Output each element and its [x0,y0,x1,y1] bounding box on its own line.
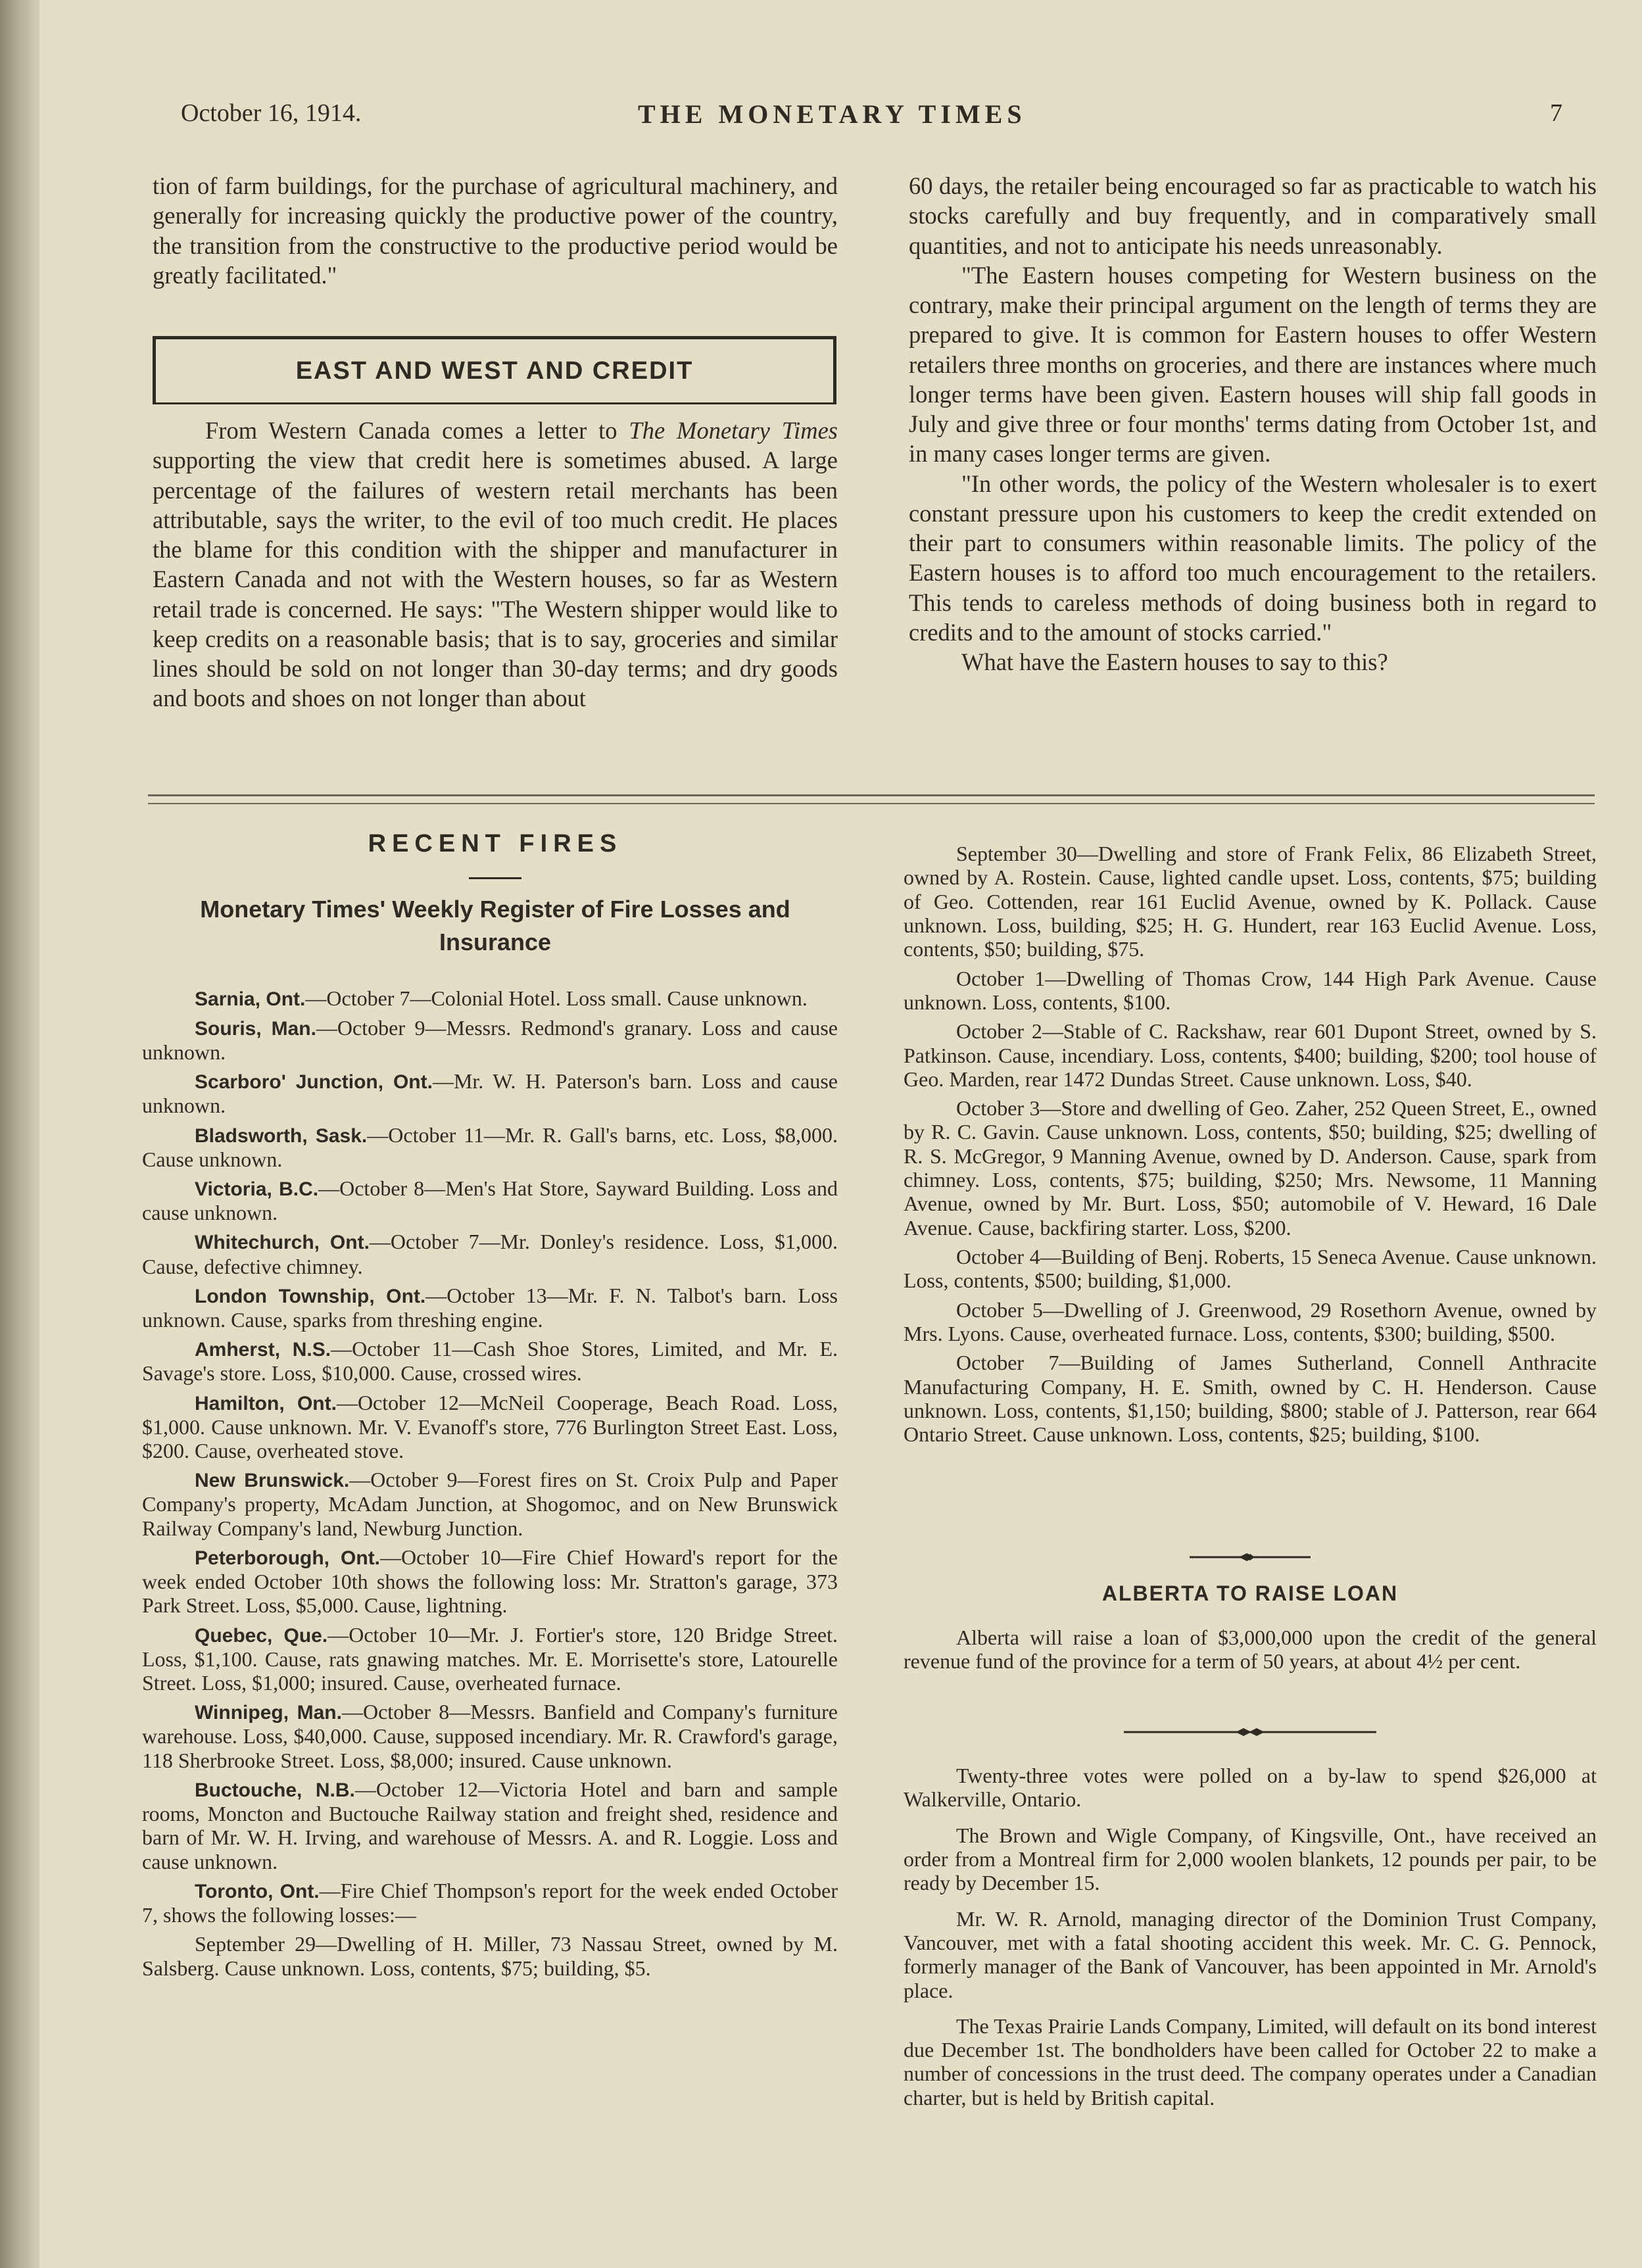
fire-entry [142,1879,838,1927]
heading-rule [469,877,521,879]
alberta-heading: ALBERTA TO RAISE LOAN [1101,1581,1399,1605]
fire-location: Toronto, Ont. [195,1880,320,1902]
toronto-item: October 1—Dwelling of Thomas Crow, 144 High Park Avenue. Cause unknown. Loss, contents, $100. [904,966,1597,1014]
fire-register-continued [904,842,1597,1452]
fire-details: —October 10—Fire Chief Howard's report for the week ended October 10th shows the following loss: Mr. Stratton's garage, 373 Park Street. Loss, $5,000. Cause, lightning. [142,1545,838,1618]
fire-details: —October 8—Messrs. Banfield and Company's furniture warehouse. Loss, $40,000. Cause, supposed incendiary. Mr. R. Crawford's garage, 118 Sherbrooke Street. Loss, $8,000; insured. Cause unknown. [142,1700,838,1772]
fire-entry [142,1230,838,1278]
fire-location: Sarnia, Ont. [195,988,306,1010]
issue-date: October 16, 1914. [181,99,362,127]
fire-details: —Mr. W. H. Paterson's barn. Loss and cause unknown. [142,1069,838,1118]
east-west-paragraph-4: What have the Eastern houses to say to this? [961,648,1388,675]
fire-entry [142,1123,838,1171]
toronto-item: October 2—Stable of C. Rackshaw, rear 601 Dupont Street, owned by S. Patkinson. Cause, incendiary. Loss, contents, $400; building, $200; tool house of Geo. Marden, rear 1472 Dundas Street. Cause unknown. Loss, $40. [904,1019,1597,1091]
fire-location: Buctouche, N.B. [195,1779,355,1801]
alberta-paragraph: Alberta will raise a loan of $3,000,000 upon the credit of the general revenue fund of the province for a term of 50 years, at about 4½ per cent. [904,1626,1597,1674]
page-number: 7 [1550,99,1562,127]
page-binding [0,0,39,2268]
fire-location: Bladsworth, Sask. [195,1124,368,1147]
fire-details: —October 7—Colonial Hotel. Loss small. Cause unknown. [305,986,808,1010]
fire-location: Peterborough, Ont. [195,1547,381,1569]
fire-location: London Township, Ont. [195,1285,426,1307]
fire-entry [142,1337,838,1385]
fire-location: Souris, Man. [195,1018,316,1040]
toronto-item: September 30—Dwelling and store of Frank Felix, 86 Elizabeth Street, owned by A. Rostein. Cause, lighted candle upset. Loss, contents, $75; building of Geo. Cottenden, rear 161 Euclid Avenue, owned by K. Pollack. Cause unknown. Loss, building, $25; H. G. Hundert, rear 163 Euclid Avenue. Loss, contents, $50; building, $75. [904,842,1597,961]
ornament-divider [904,1725,1597,1739]
fire-details: —October 9—Messrs. Redmond's granary. Loss and cause unknown. [142,1016,838,1065]
fire-location: New Brunswick. [195,1470,350,1492]
recent-fires-heading: RECENT FIRES [368,830,623,857]
fire-details: —October 8—Men's Hat Store, Sayward Building. Loss and cause unknown. [142,1176,838,1225]
fire-entry [142,1777,838,1873]
fire-details: —October 12—McNeil Cooperage, Beach Road. Loss, $1,000. Cause unknown. Mr. V. Evanoff's store, 776 Burlington Street East. Loss, $200. Cause, overheated stove. [142,1390,838,1462]
fire-entry [142,1016,838,1064]
fire-details: —Fire Chief Thompson's report for the week ended October 7, shows the following losses:— [142,1878,838,1927]
fire-entry [142,1069,838,1117]
east-west-article-right [909,171,1597,677]
fire-details: —October 7—Mr. Donley's residence. Loss, $1,000. Cause, defective chimney. [142,1230,838,1278]
news-brief: The Brown and Wigle Company, of Kingsville, Ont., have received an order from a Montreal firm for 2,000 woolen blankets, 12 pounds per pair, to be ready by December 15. [904,1823,1597,1895]
fire-entry [142,1391,838,1463]
east-west-paragraph-1-continued: 60 days, the retailer being encouraged so far as practicable to watch his stocks carefully and buy frequently, and in comparatively small quantities, and not to anticipate his needs unreasonably. [909,172,1597,259]
fire-entry [142,1176,838,1224]
fire-entry [142,1545,838,1618]
fire-location: Winnipeg, Man. [195,1702,342,1724]
fire-entry [142,986,838,1011]
publication-name: The Monetary Times [629,417,838,444]
section-divider [148,794,1595,804]
news-briefs [904,1764,1597,2121]
toronto-item: October 3—Store and dwelling of Geo. Zaher, 252 Queen Street, E., owned by R. C. Gavin. Cause unknown. Loss, contents, $50; building, $25; dwelling of R. S. McGregor, 9 Manning Avenue, owned by D. Anderson. Cause, spark from chimney. Loss, contents, $75; building, $250; Mrs. Newsome, 11 Manning Avenue, owned by Mr. Burt. Loss, $50; automobile of V. Heward, 16 Dale Avenue. Cause, backfiring starter. Loss, $200. [904,1096,1597,1240]
fire-location: Victoria, B.C. [195,1178,319,1201]
fire-location: Scarboro' Junction, Ont. [195,1071,433,1094]
fire-details: —October 11—Mr. R. Gall's barns, etc. Loss, $8,000. Cause unknown. [142,1122,838,1171]
fire-location: Hamilton, Ont. [195,1392,337,1414]
fire-entry [142,1468,838,1540]
fire-register-list [142,986,838,1985]
east-west-paragraph-1 [153,416,838,713]
fire-location: Whitechurch, Ont. [195,1232,370,1254]
fire-details: —October 13—Mr. F. N. Talbot's barn. Loss unknown. Cause, sparks from threshing engine. [142,1283,838,1332]
continued-article [153,171,838,290]
toronto-item: October 5—Dwelling of J. Greenwood, 29 Rosethorn Avenue, owned by Mrs. Lyons. Cause, overheated furnace. Loss, contents, $300; building, $500. [904,1297,1597,1345]
recent-fires-subheading: Monetary Times' Weekly Register of Fire Losses and Insurance [200,896,790,956]
fire-details: —October 10—Mr. J. Fortier's store, 120 Bridge Street. Loss, $1,100. Cause, rats gnawing matches. Mr. E. Morrisette's store, Latourelle Street. Loss, $1,000; insured. Cause, overheated furnace. [142,1622,838,1695]
east-west-heading-box [153,336,836,404]
p1-text-after: supporting the view that credit here is sometimes abused. A large percentage of the failures of western retail merchants has been attributable, says the writer, to the evil of too much credit. He places the blame for this condition with the shipper and manufacturer in Eastern Canada and not with the Western houses, so far as Western retail trade is concerned. He says: "The Western shipper would like to keep credits on a reasonable basis; that is to say, groceries and similar lines should be sold on not longer than 30-day terms; and dry goods and boots and shoes on not longer than about [153,446,838,712]
fire-location: Quebec, Que. [195,1624,328,1647]
news-brief: Twenty-three votes were polled on a by-law to spend $26,000 at Walkerville, Ontario. [904,1764,1597,1812]
toronto-item: October 7—Building of James Sutherland, Connell Anthracite Manufacturing Company, H. E. Smith, owned by C. H. Henderson. Cause unknown. Loss, contents, $1,150; building, $800; stable of J. Patterson, rear 664 Ontario Street. Cause unknown. Loss, contents, $25; building, $100. [904,1351,1597,1447]
continued-paragraph: tion of farm buildings, for the purchase of agricultural machinery, and generally for increasing quickly the productive power of the country, the transition from the constructive to the productive period would be greatly facilitated." [153,172,838,289]
fire-entries [142,986,838,1927]
news-brief: Mr. W. R. Arnold, managing director of the Dominion Trust Company, Vancouver, met with a fatal shooting accident this week. Mr. C. G. Pennock, formerly manager of the Bank of Vancouver, has been appointed in Mr. Arnold's place. [904,1906,1597,2002]
ornament-divider [904,1551,1597,1564]
fire-location: Amherst, N.S. [195,1339,331,1361]
toronto-item: September 29—Dwelling of H. Miller, 73 Nassau Street, owned by M. Salsberg. Cause unknown. Loss, contents, $75; building, $5. [142,1932,838,1980]
east-west-heading: EAST AND WEST AND CREDIT [295,356,694,385]
masthead-title: THE MONETARY TIMES [638,99,1026,129]
fire-entry [142,1623,838,1695]
east-west-article-left [153,416,838,713]
fire-details: —October 11—Cash Shoe Stores, Limited, and Mr. E. Savage's store. Loss, $10,000. Cause, crossed wires. [142,1337,838,1386]
fire-details: —October 9—Forest fires on St. Croix Pulp and Paper Company's property, McAdam Junction, at Shogomoc, and on New Brunswick Railway Company's land, Newburg Junction. [142,1468,838,1540]
fire-details: —October 12—Victoria Hotel and barn and sample rooms, Moncton and Buctouche Railway station and freight shed, residence and barn of Mr. W. H. Irving, and warehouse of Messrs. A. and R. Loggie. Loss and cause unknown. [142,1777,838,1873]
fire-entry [142,1284,838,1332]
east-west-paragraph-3: "In other words, the policy of the Western wholesaler is to exert constant pressure upon his customers to keep the credit extended on their part to consumers within reasonable limits. The policy of the Eastern houses is to afford too much encouragement to the retailers. This tends to careless methods of doing business both in regard to credits and to the amount of stocks carried." [909,470,1597,646]
toronto-item: October 4—Building of Benj. Roberts, 15 Seneca Avenue. Cause unknown. Loss, contents, $500; building, $1,000. [904,1245,1597,1293]
p1-text-before: From Western Canada comes a letter to [205,417,629,444]
east-west-paragraph-2: "The Eastern houses competing for Western business on the contrary, make their principal argument on the length of terms they are prepared to give. It is common for Eastern houses to offer Western retailers three months on groceries, and there are instances where much longer terms have been given. Eastern houses will ship fall goods in July and give three or four months' terms dating from October 1st, and in many cases longer terms are given. [909,261,1597,468]
alberta-article [904,1626,1597,1674]
fire-entry [142,1700,838,1772]
news-brief: The Texas Prairie Lands Company, Limited, will default on its bond interest due December 1st. The bondholders have been called for October 22 to make a number of concessions in the trust deed. The company operates under a Canadian charter, but is held by British capital. [904,2014,1597,2110]
